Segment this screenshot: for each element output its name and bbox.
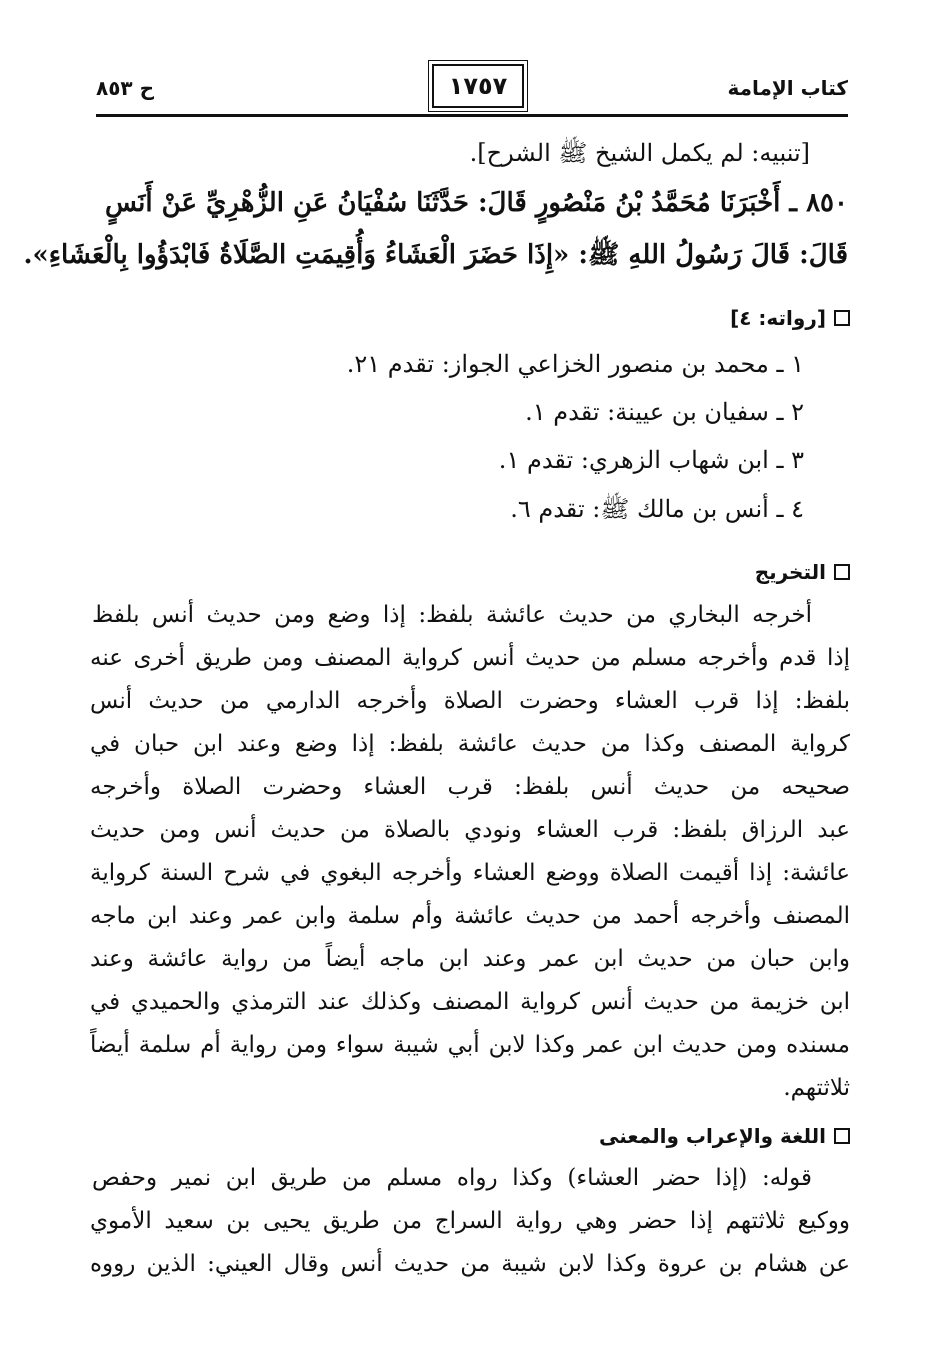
narrator-item: ٣ ـ ابن شهاب الزهري: تقدم ١.	[498, 446, 804, 474]
takhrij-line: مسنده ومن حديث ابن عمر وكذا لابن أبي شيبة سواء ومن رواية أم سلمة أيضاً	[90, 1032, 850, 1058]
takhrij-heading-label: التخريج	[754, 560, 826, 584]
narrators-heading	[730, 306, 850, 330]
takhrij-line: أخرجه البخاري من حديث عائشة بلفظ: إذا وضع ومن حديث أنس بلفظ	[92, 602, 812, 628]
takhrij-line: كرواية المصنف وكذا من حديث عائشة بلفظ: إذا وضع وعند ابن حبان في	[90, 731, 850, 757]
editor-note: [تنبيه: لم يكمل الشيخ ﷺ الشرح].	[469, 139, 810, 167]
header-divider	[96, 114, 848, 117]
page-header	[96, 62, 848, 120]
hadith-text-line-1: ٨٥٠ ـ أَخْبَرَنَا مُحَمَّدُ بْنُ مَنْصُورٍ قَالَ: حَدَّثَنَا سُفْيَانُ عَنِ الزُّهْرِيِّ عَنْ أَنَسٍ	[105, 188, 848, 218]
takhrij-line: ثلاثتهم.	[783, 1075, 850, 1101]
page-number: ١٧٥٧	[432, 64, 524, 108]
takhrij-line: عائشة: إذا أقيمت الصلاة ووضع العشاء وأخرجه البغوي في شرح السنة كرواية	[90, 860, 850, 886]
language-line: ووكيع ثلاثتهم إذا حضر وهي رواية السراج من طريق يحيى بن سعيد الأموي	[90, 1208, 850, 1234]
square-bullet-icon	[834, 310, 850, 326]
takhrij-line: صحيحه من حديث أنس بلفظ: قرب العشاء وحضرت الصلاة وأخرجه	[90, 774, 850, 800]
takhrij-line: إذا قدم وأخرجه مسلم من حديث أنس كرواية المصنف ومن طريق أخرى عنه	[90, 645, 850, 671]
takhrij-line: المصنف وأخرجه أحمد من حديث عائشة وأم سلمة وابن عمر وعند ابن ماجه	[90, 903, 850, 929]
hadith-text-line-2: قَالَ: قَالَ رَسُولُ اللهِ ﷺ: «إِذَا حَضَرَ الْعَشَاءُ وَأُقِيمَتِ الصَّلَاةُ فَابْدَؤُوا بِالْعَشَاءِ».	[23, 240, 848, 270]
narrators-heading-label: [رواته: ٤]	[730, 306, 826, 330]
narrator-item: ٢ ـ سفيان بن عيينة: تقدم ١.	[525, 398, 804, 426]
narrator-item: ١ ـ محمد بن منصور الخزاعي الجواز: تقدم ٢١.	[346, 350, 804, 378]
takhrij-line: بلفظ: إذا قرب العشاء وحضرت الصلاة وأخرجه الدارمي من حديث أنس	[90, 688, 850, 714]
square-bullet-icon	[834, 564, 850, 580]
square-bullet-icon	[834, 1128, 850, 1144]
language-line: قوله: (إذا حضر العشاء) وكذا رواه مسلم من طريق ابن نمير وحفص	[92, 1165, 812, 1191]
hadith-reference: ح ٨٥٣	[96, 76, 155, 100]
narrator-item: ٤ ـ أنس بن مالك ﷺ: تقدم ٦.	[510, 495, 804, 523]
takhrij-line: وابن حبان من حديث ابن عمر وعند ابن ماجه أيضاً من رواية عائشة وعند	[90, 946, 850, 972]
takhrij-heading	[755, 560, 850, 584]
takhrij-line: ابن خزيمة من حديث أنس كرواية المصنف وكذلك عند الترمذي والحميدي في	[90, 989, 850, 1015]
takhrij-line: عبد الرزاق بلفظ: قرب العشاء ونودي بالصلاة من حديث أنس ومن حديث	[90, 817, 850, 843]
language-line: عن هشام بن عروة وكذا لابن شيبة من حديث أنس وقال العيني: الذين رووه	[90, 1251, 851, 1277]
language-heading-label: اللغة والإعراب والمعنى	[598, 1124, 826, 1148]
book-title: كتاب الإمامة	[727, 76, 848, 100]
language-heading	[599, 1124, 850, 1148]
